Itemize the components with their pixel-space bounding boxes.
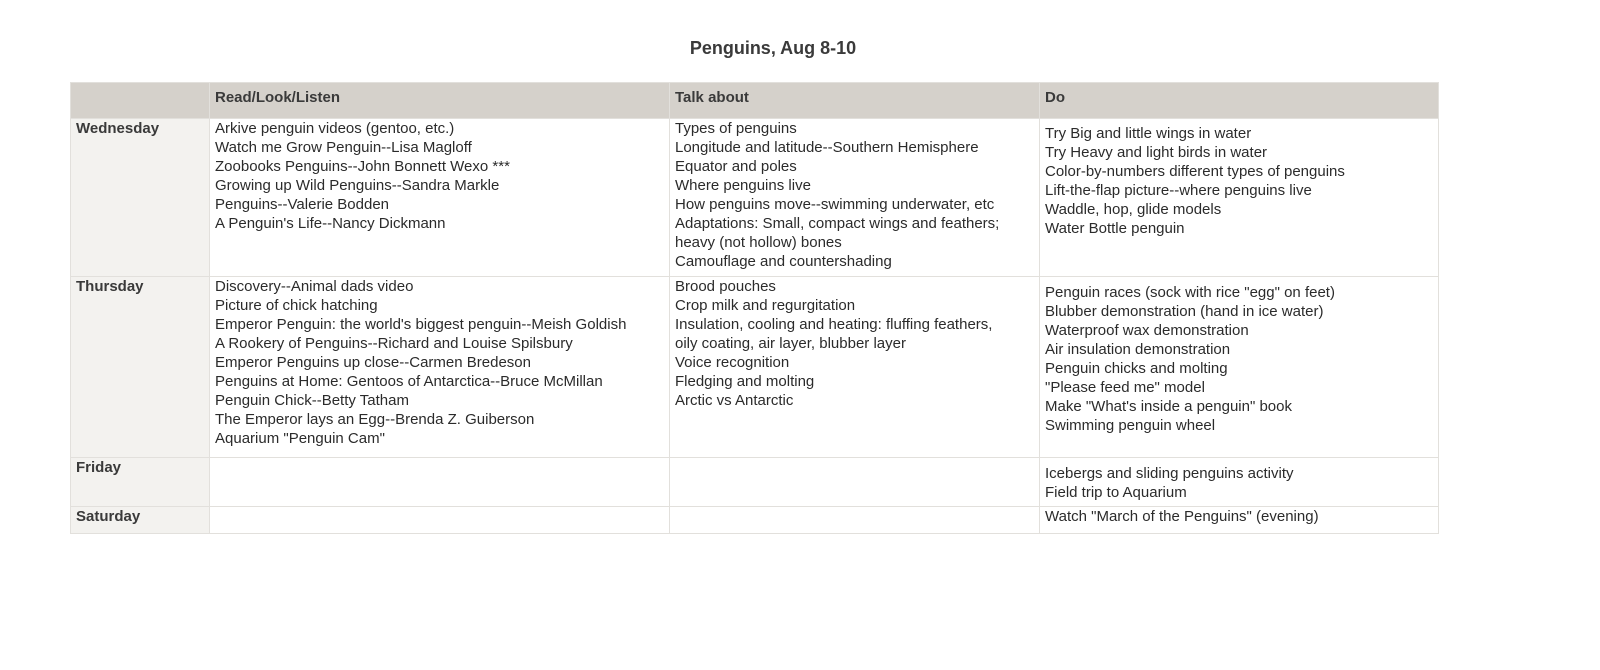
list-item: Lift-the-flap picture--where penguins live [1045, 182, 1312, 199]
list-item: heavy (not hollow) bones [675, 234, 842, 251]
list-item: Make "What's inside a penguin" book [1045, 398, 1292, 415]
list-item: Blubber demonstration (hand in ice water) [1045, 303, 1324, 320]
list-item: Waterproof wax demonstration [1045, 322, 1249, 339]
list-item: Growing up Wild Penguins--Sandra Markle [215, 177, 500, 194]
list-item: Aquarium "Penguin Cam" [215, 430, 385, 447]
list-item: Equator and poles [675, 158, 797, 175]
list-item: Insulation, cooling and heating: fluffing feathers, [675, 316, 993, 333]
list-item: Try Heavy and light birds in water [1045, 144, 1268, 161]
header-talk-about: Talk about [670, 83, 1040, 119]
table-row-friday [71, 458, 1439, 507]
page-title: Penguins, Aug 8-10 [689, 38, 857, 58]
list-item: Penguin Chick--Betty Tatham [215, 392, 409, 409]
list-item: Water Bottle penguin [1045, 220, 1185, 237]
list-item: Camouflage and countershading [675, 253, 892, 270]
list-item: Penguin races (sock with rice "egg" on feet) [1045, 284, 1335, 301]
talk-cell [670, 458, 1040, 507]
do-cell [1040, 458, 1439, 507]
list-item: Penguin chicks and molting [1045, 360, 1228, 377]
talk-cell [670, 507, 1040, 534]
read-cell [210, 119, 670, 277]
list-item: oily coating, air layer, blubber layer [675, 335, 906, 352]
list-item: A Rookery of Penguins--Richard and Louise Spilsbury [215, 335, 573, 352]
list-item: The Emperor lays an Egg--Brenda Z. Guiberson [215, 411, 535, 428]
read-cell [210, 277, 670, 458]
table-row-wednesday [71, 119, 1439, 277]
list-item: Fledging and molting [675, 373, 815, 390]
read-cell [210, 507, 670, 534]
talk-cell [670, 277, 1040, 458]
list-item: Discovery--Animal dads video [215, 278, 414, 295]
list-item: Crop milk and regurgitation [675, 297, 856, 314]
header-do: Do [1040, 83, 1439, 119]
table-row-thursday [71, 277, 1439, 458]
day-label: Thursday [71, 277, 210, 458]
list-item: Adaptations: Small, compact wings and feathers; [675, 215, 1000, 232]
talk-cell [670, 119, 1040, 277]
list-item: A Penguin's Life--Nancy Dickmann [215, 215, 446, 232]
list-item: Picture of chick hatching [215, 297, 378, 314]
list-item: Longitude and latitude--Southern Hemisphere [675, 139, 979, 156]
list-item: How penguins move--swimming underwater, etc [675, 196, 995, 213]
list-item: Emperor Penguins up close--Carmen Bredeson [215, 354, 531, 371]
list-item: Types of penguins [675, 120, 797, 137]
list-item: Zoobooks Penguins--John Bonnett Wexo *** [215, 158, 510, 175]
list-item: Where penguins live [675, 177, 811, 194]
read-cell [210, 458, 670, 507]
lesson-plan-table [70, 82, 1439, 534]
list-item: Arctic vs Antarctic [675, 392, 794, 409]
list-item: Voice recognition [675, 354, 790, 371]
list-item: Try Big and little wings in water [1045, 125, 1252, 142]
list-item: Emperor Penguin: the world's biggest penguin--Meish Goldish [215, 316, 627, 333]
list-item: Field trip to Aquarium [1045, 484, 1187, 501]
list-item: "Please feed me" model [1045, 379, 1205, 396]
list-item: Watch "March of the Penguins" (evening) [1045, 508, 1319, 525]
list-item: Color-by-numbers different types of penguins [1045, 163, 1345, 180]
day-label: Saturday [71, 507, 210, 534]
do-cell [1040, 119, 1439, 277]
header-day [71, 83, 210, 119]
list-item: Brood pouches [675, 278, 776, 295]
do-cell [1040, 507, 1439, 534]
list-item: Swimming penguin wheel [1045, 417, 1216, 434]
header-row [71, 83, 1439, 119]
header-read-look-listen: Read/Look/Listen [210, 83, 670, 119]
list-item: Arkive penguin videos (gentoo, etc.) [215, 120, 455, 137]
list-item: Waddle, hop, glide models [1045, 201, 1222, 218]
table-row-saturday [71, 507, 1439, 534]
day-label: Friday [71, 458, 210, 507]
list-item: Air insulation demonstration [1045, 341, 1231, 358]
day-label: Wednesday [71, 119, 210, 277]
list-item: Icebergs and sliding penguins activity [1045, 465, 1294, 482]
list-item: Penguins--Valerie Bodden [215, 196, 390, 213]
list-item: Penguins at Home: Gentoos of Antarctica--Bruce McMillan [215, 373, 603, 390]
do-cell [1040, 277, 1439, 458]
list-item: Watch me Grow Penguin--Lisa Magloff [215, 139, 472, 156]
